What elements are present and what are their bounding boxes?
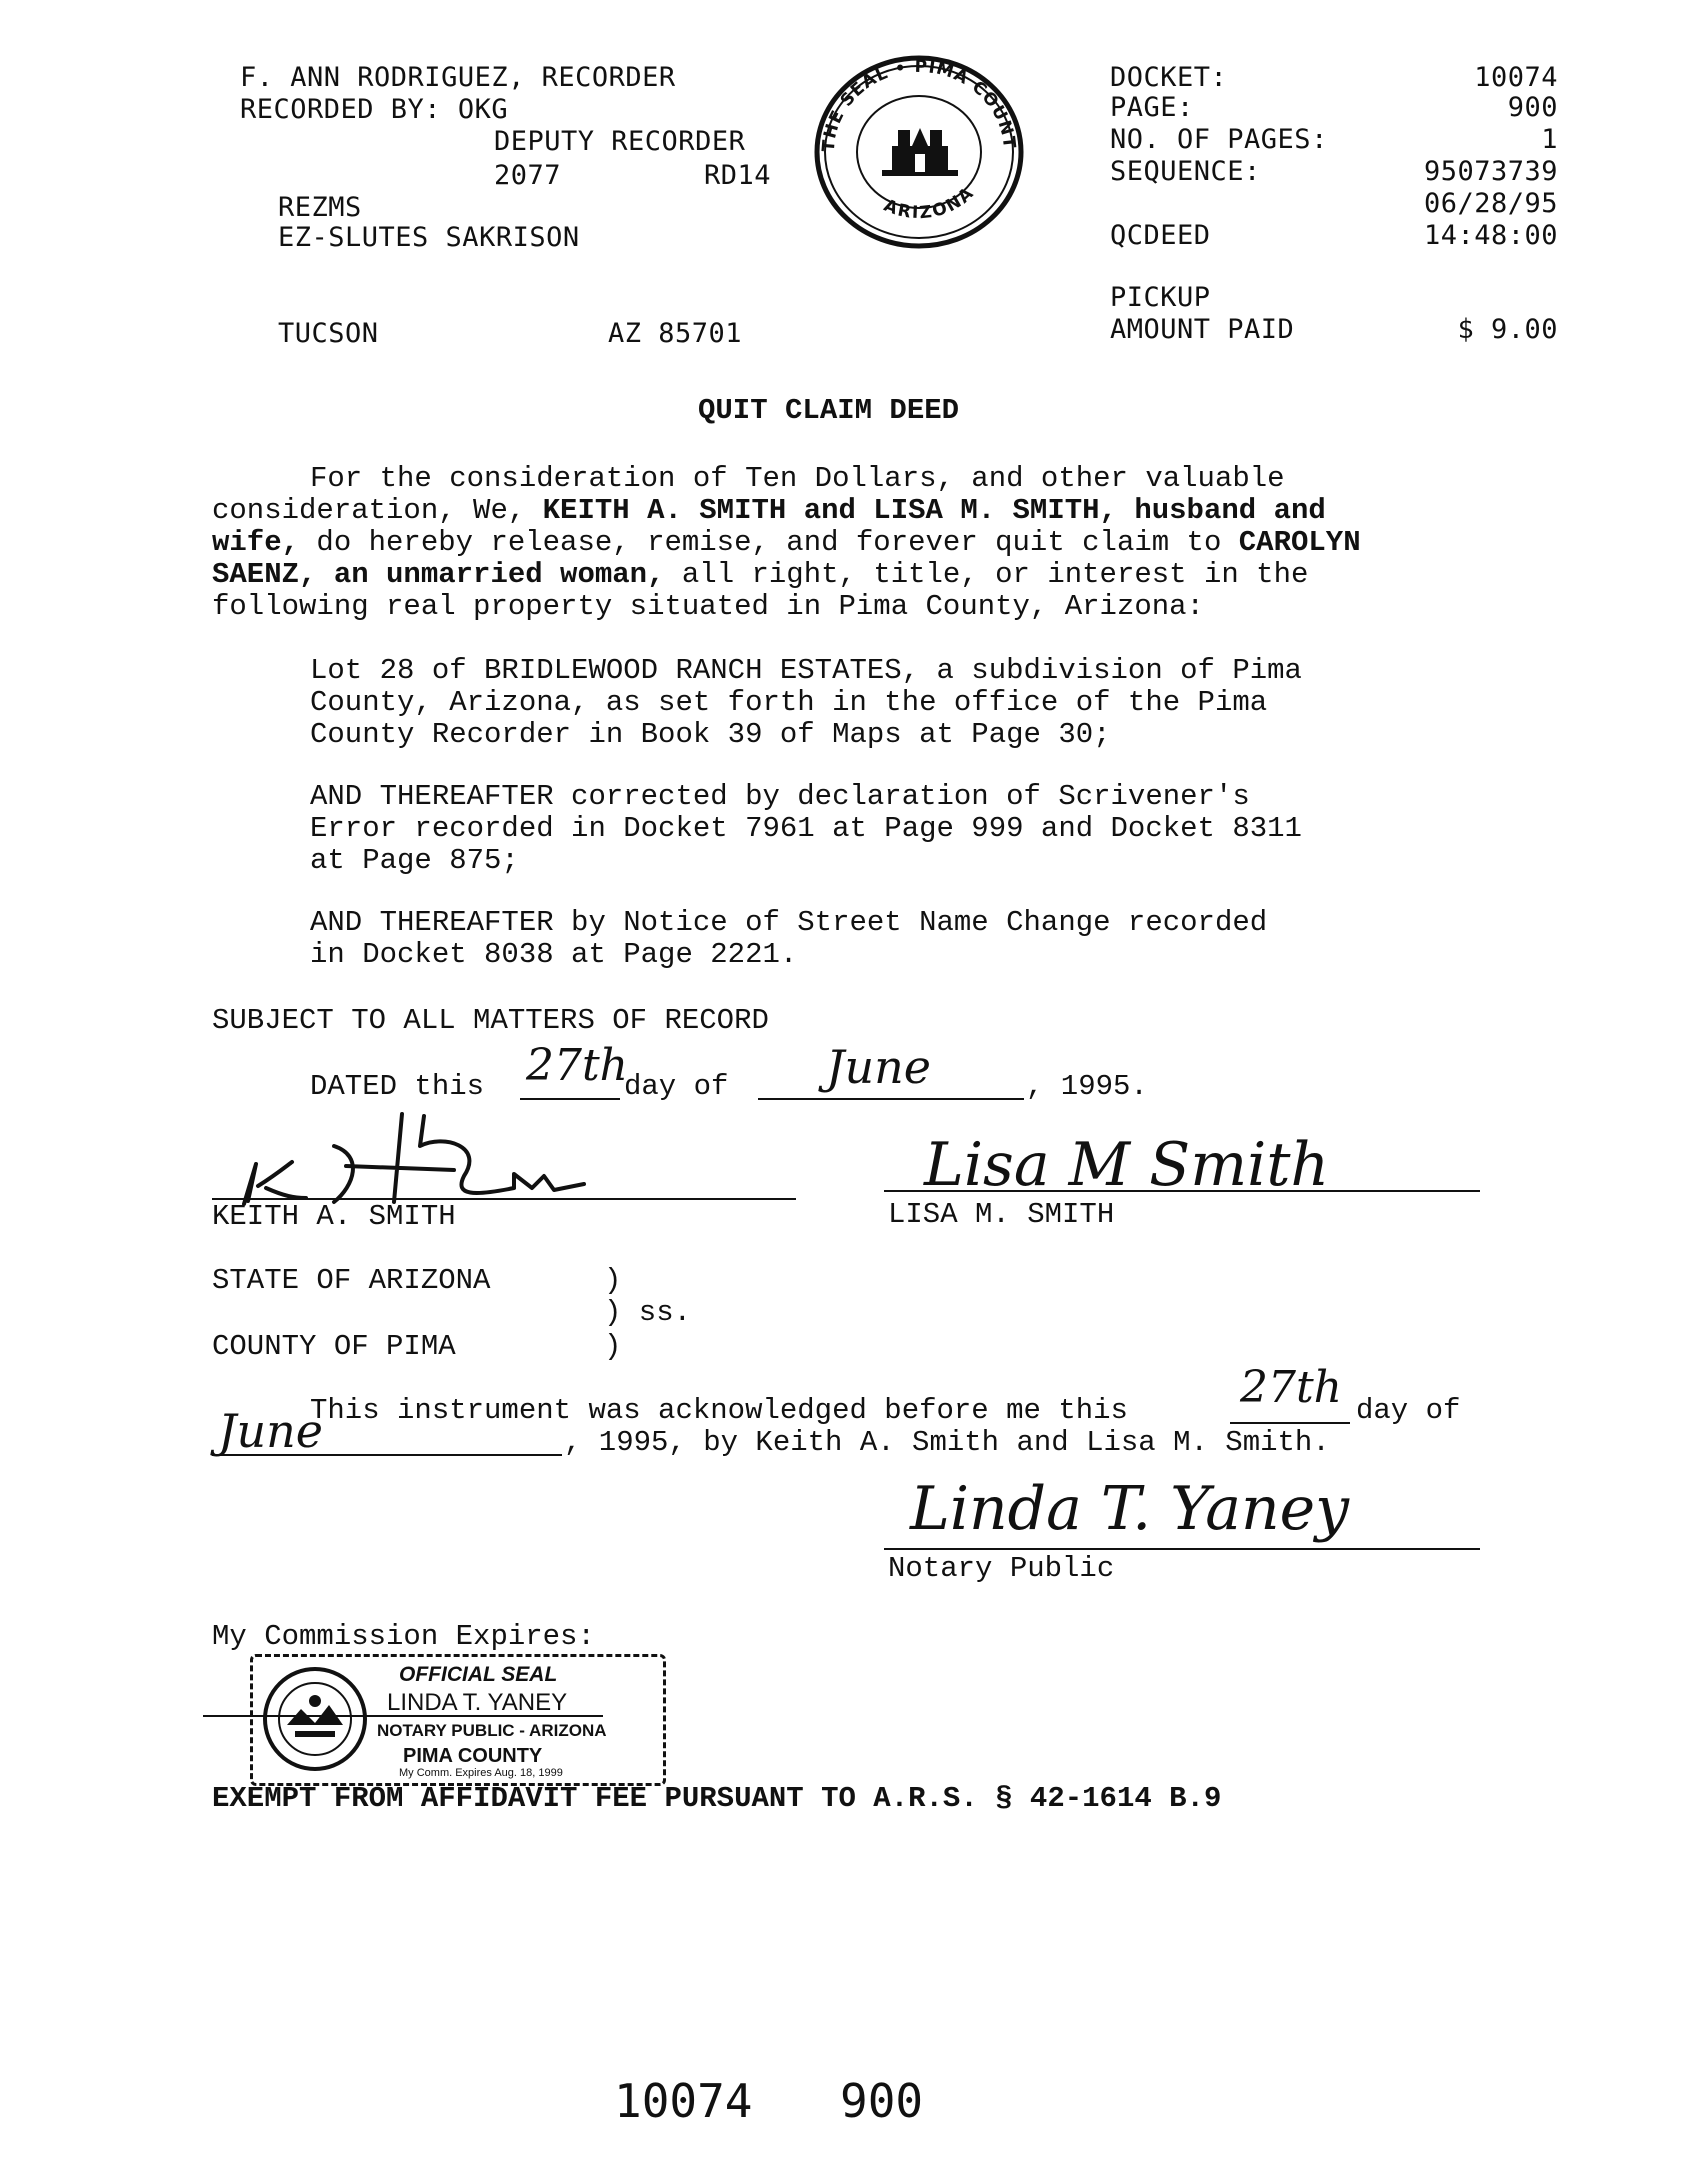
keith-smith-name: KEITH A. SMITH: [212, 1200, 456, 1233]
legal-1-line-1: Lot 28 of BRIDLEWOOD RANCH ESTATES, a subdivision of Pima: [310, 654, 1302, 687]
dated-year: , 1995.: [1026, 1070, 1148, 1103]
legal-2-line-3: at Page 875;: [310, 844, 519, 877]
grant-line-5: following real property situated in Pima County, Arizona:: [212, 590, 1204, 623]
docket-value: 10074: [1474, 62, 1558, 93]
stamp-line-2: LINDA T. YANEY: [387, 1689, 568, 1716]
sequence-value: 95073739: [1423, 156, 1558, 187]
ack-day-line: [1230, 1422, 1350, 1424]
stamp-line-5: My Comm. Expires Aug. 18, 1999: [399, 1767, 563, 1779]
recorder-name: F. ANN RODRIGUEZ, RECORDER: [240, 62, 676, 93]
pages-value: 1: [1541, 124, 1558, 155]
recorded-time: 14:48:00: [1423, 220, 1558, 251]
page-value: 900: [1507, 92, 1558, 123]
deputy-recorder: DEPUTY RECORDER: [494, 126, 746, 157]
dated-prefix: DATED this: [310, 1070, 485, 1103]
grant-line-2: consideration, We, KEITH A. SMITH and LISA M. SMITH, husband and: [212, 494, 1326, 527]
ack-suffix: day of: [1356, 1394, 1461, 1427]
stamp-line-4: PIMA COUNTY: [403, 1745, 543, 1767]
document-title: QUIT CLAIM DEED: [698, 394, 960, 427]
dated-month-line: [758, 1098, 1024, 1100]
return-line-2: EZ-SLUTES SAKRISON: [278, 222, 580, 253]
grant-line-4: SAENZ, an unmarried woman, all right, title, or interest in the: [212, 558, 1309, 591]
seal-bottom-text: ARIZONA: [880, 182, 979, 224]
pickup-label: PICKUP: [1110, 282, 1211, 313]
footer-docket: 10074: [614, 2074, 753, 2128]
seal-top-text: THE SEAL • PIMA COUNTY: [805, 39, 1020, 153]
footer-page: 900: [840, 2074, 924, 2128]
ack-day: 27th: [1240, 1362, 1343, 1413]
notary-label: Notary Public: [888, 1552, 1115, 1585]
page-label: PAGE:: [1110, 92, 1194, 123]
return-line-1: REZMS: [278, 192, 362, 223]
dated-day-line: [520, 1098, 620, 1100]
subject-to-record: SUBJECT TO ALL MATTERS OF RECORD: [212, 1004, 769, 1037]
docket-label: DOCKET:: [1110, 62, 1228, 93]
recorded-by: RECORDED BY: OKG: [240, 94, 509, 125]
notary-signature-line: [884, 1548, 1480, 1550]
ack-prefix: This instrument was acknowledged before me this: [310, 1394, 1128, 1427]
grantor-names: KEITH A. SMITH and LISA M. SMITH, husband and: [542, 494, 1326, 527]
grant-line-1: For the consideration of Ten Dollars, and other valuable: [310, 462, 1285, 495]
lisa-smith-signature: Lisa M Smith: [924, 1130, 1330, 1200]
doc-type-label: QCDEED: [1110, 220, 1211, 251]
legal-2-line-2: Error recorded in Docket 7961 at Page 999 and Docket 8311: [310, 812, 1302, 845]
ack-month: June: [218, 1404, 323, 1458]
venue-paren-1: ): [604, 1264, 622, 1297]
commission-expires: My Commission Expires:: [212, 1620, 595, 1653]
dated-day: 27th: [526, 1040, 629, 1091]
lisa-signature-line: [884, 1190, 1480, 1192]
amount-paid-label: AMOUNT PAID: [1110, 314, 1295, 345]
legal-3-line-2: in Docket 8038 at Page 2221.: [310, 938, 798, 971]
notary-signature: Linda T. Yaney: [910, 1474, 1350, 1544]
return-city: TUCSON: [278, 318, 379, 349]
svg-text:ARIZONA: [881, 183, 979, 224]
venue-ss: ) ss.: [604, 1296, 692, 1329]
stamp-divider: [203, 1715, 603, 1717]
recorder-code: 2077: [494, 160, 562, 191]
pages-label: NO. OF PAGES:: [1110, 124, 1328, 155]
amount-paid-value: $ 9.00: [1457, 314, 1558, 345]
legal-3-line-1: AND THEREAFTER by Notice of Street Name Change recorded: [310, 906, 1268, 939]
recorder-code-2: RD14: [704, 160, 772, 191]
dated-middle: day of: [624, 1070, 729, 1103]
stamp-line-3: NOTARY PUBLIC - ARIZONA: [377, 1721, 607, 1740]
return-state-zip: AZ 85701: [608, 318, 743, 349]
ack-rest: , 1995, by Keith A. Smith and Lisa M. Smith.: [564, 1426, 1330, 1459]
legal-1-line-3: County Recorder in Book 39 of Maps at Page 30;: [310, 718, 1111, 751]
venue-paren-2: ): [604, 1330, 622, 1363]
grant-line-3: wife, do hereby release, remise, and forever quit claim to CAROLYN: [212, 526, 1361, 559]
recorded-date: 06/28/95: [1423, 188, 1558, 219]
legal-2-line-1: AND THEREAFTER corrected by declaration of Scrivener's: [310, 780, 1250, 813]
sequence-label: SEQUENCE:: [1110, 156, 1261, 187]
arizona-seal-icon: [261, 1665, 369, 1773]
venue-state: STATE OF ARIZONA: [212, 1264, 491, 1297]
venue-county: COUNTY OF PIMA: [212, 1330, 456, 1363]
lisa-smith-name: LISA M. SMITH: [888, 1198, 1115, 1231]
county-seal: [805, 39, 1026, 250]
exempt-statement: EXEMPT FROM AFFIDAVIT FEE PURSUANT TO A.R.S. § 42-1614 B.9: [212, 1782, 1222, 1815]
stamp-line-1: OFFICIAL SEAL: [399, 1663, 558, 1686]
dated-month: June: [826, 1040, 931, 1094]
grantee-name: CAROLYN: [1238, 526, 1361, 559]
legal-1-line-2: County, Arizona, as set forth in the office of the Pima: [310, 686, 1268, 719]
notary-stamp: [250, 1654, 666, 1786]
